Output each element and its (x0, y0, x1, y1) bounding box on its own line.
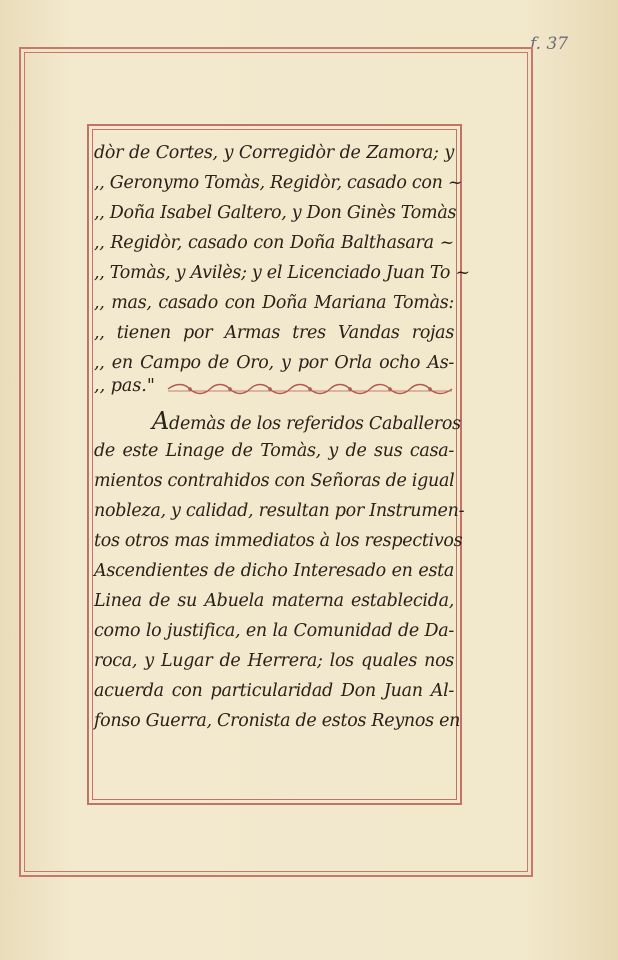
drop-cap: A (152, 407, 170, 435)
text-line: mientos contrahidos con Señoras de igual (94, 471, 455, 491)
text-line: Linea de su Abuela materna establecida, (94, 591, 454, 611)
text-line: ,, Geronymo Tomàs, Regidòr, casado con ~ (94, 173, 463, 193)
text-line: de este Linage de Tomàs, y de sus casa- (94, 441, 454, 461)
text-line: ,, tienen por Armas tres Vandas rojas (94, 323, 454, 343)
text-line: roca, y Lugar de Herrera; los quales nos (94, 651, 454, 671)
text-line: Ascendientes de dicho Interesado en esta (94, 561, 454, 581)
text-line: ,, Regidòr, casado con Doña Balthasara ~ (94, 233, 454, 253)
paragraph-first-line-text: demàs de los referidos Caballeros (169, 414, 461, 434)
scroll-ornament-icon (166, 382, 454, 396)
text-line: ,, en Campo de Oro, y por Orla ocho As- (94, 353, 454, 373)
ornament-line (94, 376, 454, 400)
text-line: ,, Tomàs, y Avilès; y el Licenciado Juan To ~ (94, 263, 470, 283)
text-line: acuerda con particularidad Don Juan Al- (94, 681, 454, 701)
text-line: nobleza, y calidad, resultan por Instrumen- (94, 501, 465, 521)
text-line: dòr de Cortes, y Corregidòr de Zamora; y (94, 143, 454, 163)
folio-number: f. 37 (530, 34, 569, 54)
text-block (94, 138, 470, 736)
text-line: como lo justifica, en la Comunidad de Da- (94, 621, 454, 641)
text-line: ,, Doña Isabel Galtero, y Don Ginès Tomàs (94, 203, 457, 223)
text-line: fonso Guerra, Cronista de estos Reynos en (94, 711, 461, 731)
text-line: ,, mas, casado con Doña Mariana Tomàs: (94, 293, 454, 313)
paragraph-first-line (94, 406, 461, 436)
text-line: tos otros mas immediatos à los respectivos (94, 531, 463, 551)
ornament-line-text: ,, pas." (94, 376, 155, 396)
